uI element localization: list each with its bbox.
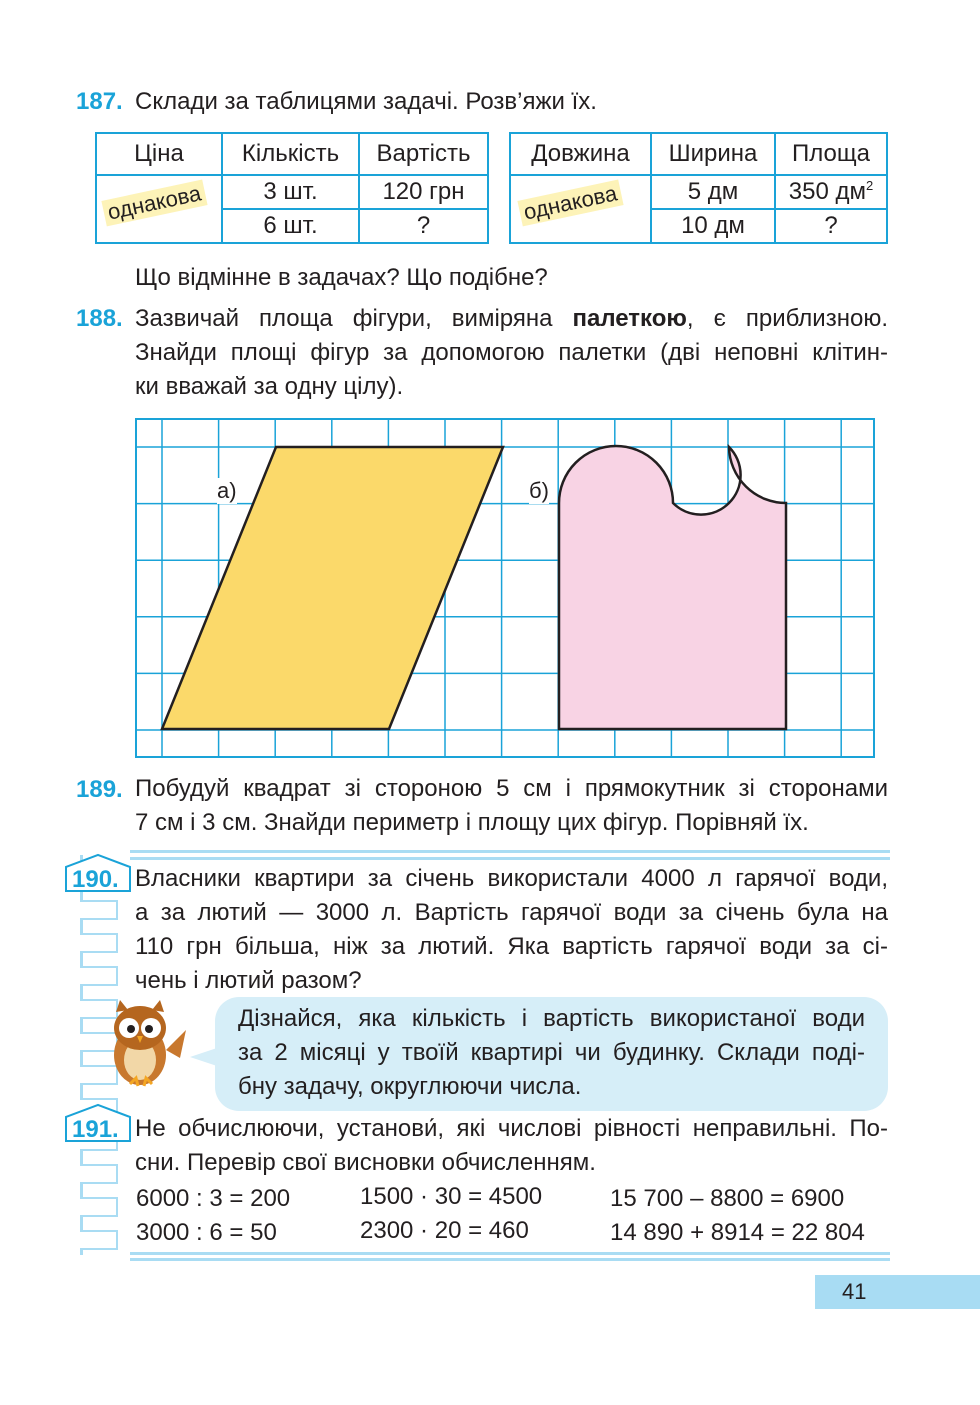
notebook-ring: [80, 1164, 118, 1184]
notebook-ring: [80, 1230, 118, 1250]
page-number: 41: [842, 1279, 867, 1304]
task-187-question: Що відмінне в задачах? Що подібне?: [135, 264, 548, 291]
price-table: [95, 132, 489, 244]
same-label: однакова: [101, 180, 207, 227]
area-value: 350 дм: [788, 178, 866, 205]
table-header: Вартість: [359, 133, 488, 175]
task-190-line4: чень і лютий разом?: [135, 967, 362, 994]
task-190-line1: Власники квартири за січень використали 4000 л гарячої води,: [135, 865, 888, 892]
bubble-line2: за 2 місяці у твоїй квартирі чи будинку. Склади поді-: [238, 1039, 865, 1066]
table-cell: 5 дм: [651, 175, 775, 209]
table-header: Площа: [775, 133, 887, 175]
task-190-number: 190.: [72, 866, 119, 893]
table-cell: 120 грн: [359, 175, 488, 209]
table-cell: [775, 175, 887, 209]
bold-term: палеткою: [572, 305, 687, 332]
same-label: однакова: [517, 180, 623, 227]
page-number-tab: [815, 1275, 980, 1309]
table-cell: 3 шт.: [222, 175, 359, 209]
palette-grid: [135, 418, 875, 758]
table-header: Довжина: [510, 133, 651, 175]
notebook-ring: [80, 933, 118, 953]
shape-b: [559, 446, 786, 729]
task-189-line2: 7 см і 3 см. Знайди периметр і площу цих фігур. Порівняй їх.: [135, 809, 809, 836]
equation: 1500 · 30 = 4500: [360, 1183, 543, 1210]
task-191-number: 191.: [72, 1116, 119, 1143]
equation: 2300 · 20 = 460: [360, 1217, 529, 1244]
task-188-number: 188.: [76, 305, 123, 332]
table-cell: ?: [359, 209, 488, 243]
table-cell: 10 дм: [651, 209, 775, 243]
equation: 3000 : 6 = 50: [136, 1219, 277, 1246]
table-cell: 6 шт.: [222, 209, 359, 243]
equation: 15 700 – 8800 = 6900: [610, 1185, 845, 1212]
notebook-ring: [80, 1197, 118, 1217]
bubble-line3: бну задачу, округлюючи числа.: [238, 1073, 582, 1100]
area-table: [509, 132, 888, 244]
divider: [130, 850, 890, 853]
notebook-ring: [80, 966, 118, 986]
task-187-number: 187.: [76, 88, 123, 115]
table-header: Ширина: [651, 133, 775, 175]
task-189-number: 189.: [76, 776, 123, 803]
task-188-line3: ки вважай за одну цілу).: [135, 373, 404, 400]
table-cell: ?: [775, 209, 887, 243]
palette-grid-svg: [135, 418, 875, 758]
task-191-line2: сни. Перевір свої висновки обчисленням.: [135, 1149, 596, 1176]
task-191-line1: Не обчислюючи, установи́, які числові рівності неправильні. По-: [135, 1115, 888, 1142]
task-188-line1: [135, 302, 888, 336]
divider: [130, 1258, 890, 1261]
table-header: Кількість: [222, 133, 359, 175]
divider: [130, 857, 890, 860]
divider: [130, 1252, 890, 1255]
table-header: Ціна: [96, 133, 222, 175]
task-187-text: Склади за таблицями задачі. Розв’яжи їх.: [135, 88, 597, 115]
task-189-line1: Побудуй квадрат зі стороною 5 см і прямокутник зі сторонами: [135, 775, 888, 802]
label-b: б): [529, 478, 549, 503]
task-190-line2: а за лютий — 3000 л. Вартість гарячої води за січень була на: [135, 899, 888, 926]
parallelogram-shape: [162, 447, 503, 729]
task-190-line3: 110 грн більша, ніж за лютий. Яка вартість гарячої води за сі-: [135, 933, 888, 960]
notebook-ring: [80, 900, 118, 920]
equation: 14 890 + 8914 = 22 804: [610, 1219, 865, 1246]
bubble-line1: Дізнайся, яка кількість і вартість використаної води: [238, 1005, 865, 1032]
label-a: а): [217, 478, 237, 503]
equation: 6000 : 3 = 200: [136, 1185, 291, 1212]
owl-icon: [100, 1000, 190, 1095]
text: , є приблизною.: [686, 305, 888, 332]
bubble-tail: [190, 1045, 220, 1074]
text: Зазвичай площа фігури, виміряна: [135, 305, 573, 332]
task-188-line2: Знайди площі фігур за допомогою палетки (дві неповні клітин-: [135, 339, 888, 366]
superscript: 2: [865, 178, 874, 193]
